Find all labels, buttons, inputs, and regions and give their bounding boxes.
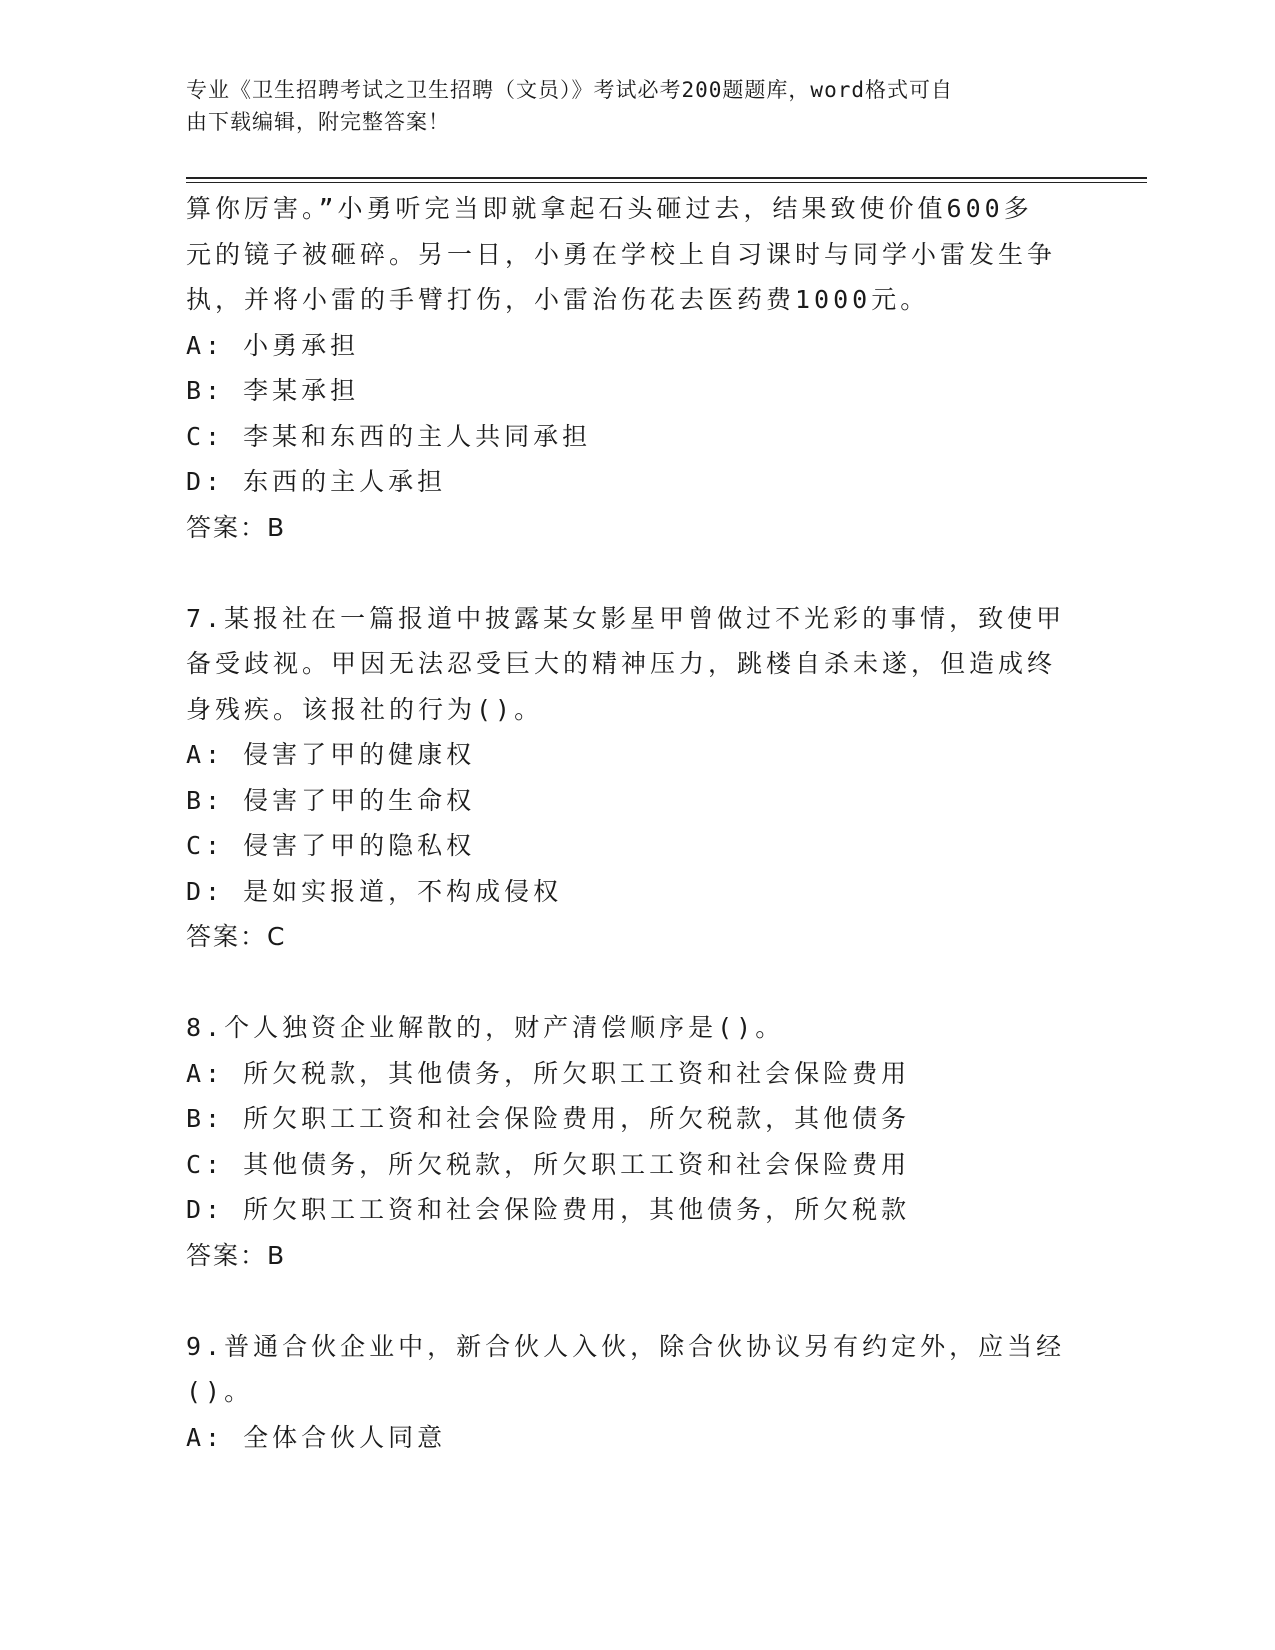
option-c: C: 李某和东西的主人共同承担 — [186, 421, 592, 451]
question-stem-line: 算你厉害。”小勇听完当即就拿起石头砸过去，结果致使价值600多 — [186, 194, 1033, 223]
answer-line: 答案：C — [186, 922, 287, 951]
option-b: B: 侵害了甲的生命权 — [186, 785, 476, 815]
option-a: A: 小勇承担 — [186, 330, 360, 360]
question-stem-line: 元的镜子被砸碎。另一日，小勇在学校上自习课时与同学小雷发生争 — [186, 239, 1057, 269]
spacer — [186, 1278, 1066, 1324]
option-d: D: 是如实报道，不构成侵权 — [186, 876, 563, 906]
option-d: D: 东西的主人承担 — [186, 467, 447, 496]
document-header — [186, 74, 1066, 138]
option-d: D: 所欠职工工资和社会保险费用，其他债务，所欠税款 — [186, 1195, 911, 1224]
option-a: A: 所欠税款，其他债务，所欠职工工资和社会保险费用 — [186, 1058, 911, 1088]
option-b: B: 所欠职工工资和社会保险费用，所欠税款，其他债务 — [186, 1104, 911, 1133]
header-divider-thin — [186, 182, 1147, 183]
answer-line: 答案：B — [186, 512, 287, 542]
question-stem-line: 执，并将小雷的手臂打伤，小雷治伤花去医药费1000元。 — [186, 285, 930, 314]
question-stem-line: 9.普通合伙企业中，新合伙人入伙，除合伙协议另有约定外，应当经 — [186, 1331, 1066, 1361]
answer-line: 答案：B — [186, 1240, 287, 1270]
spacer — [186, 550, 1066, 596]
question-stem-line: 7.某报社在一篇报道中披露某女影星甲曾做过不光彩的事情，致使甲 — [186, 603, 1066, 633]
option-a: A: 全体合伙人同意 — [186, 1422, 447, 1452]
spacer — [186, 960, 1066, 1006]
question-9 — [186, 1324, 1066, 1461]
question-7 — [186, 596, 1066, 960]
option-c: C: 侵害了甲的隐私权 — [186, 831, 476, 860]
question-8 — [186, 1005, 1066, 1278]
header-title-line-2: 由下载编辑，附完整答案！ — [186, 110, 450, 134]
header-divider-thick — [186, 177, 1147, 179]
header-title-line-1: 专业《卫生招聘考试之卫生招聘（文员）》考试必考200题题库，word格式可自 — [186, 78, 953, 102]
question-stem-line: 备受歧视。甲因无法忍受巨大的精神压力，跳楼自杀未遂，但造成终 — [186, 649, 1057, 678]
option-b: B: 李某承担 — [186, 376, 360, 405]
option-c: C: 其他债务，所欠税款，所欠职工工资和社会保险费用 — [186, 1149, 911, 1179]
question-content — [186, 186, 1066, 1460]
question-stem-line: ()。 — [186, 1377, 254, 1406]
question-6 — [186, 186, 1066, 550]
option-a: A: 侵害了甲的健康权 — [186, 740, 476, 769]
question-stem-line: 8.个人独资企业解散的，财产清偿顺序是()。 — [186, 1013, 785, 1042]
question-stem-line: 身残疾。该报社的行为()。 — [186, 694, 544, 724]
